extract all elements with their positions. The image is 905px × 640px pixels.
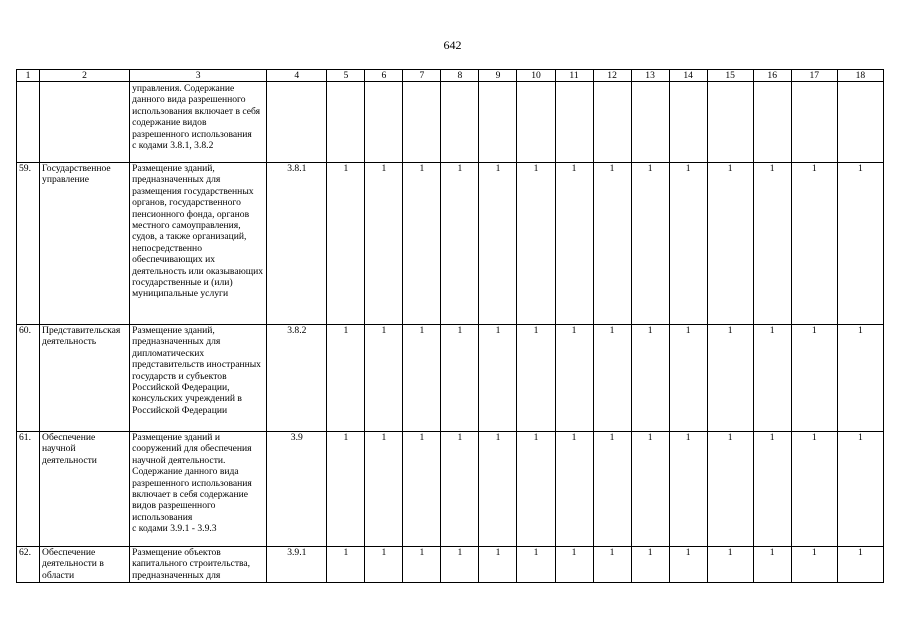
zone-flag-col-16: 1 — [753, 163, 791, 325]
page-number: 642 — [443, 38, 462, 52]
zone-flag-col-13: 1 — [631, 163, 669, 325]
zone-flag-col-18: 1 — [837, 163, 883, 325]
zone-flag-col-7 — [403, 82, 441, 163]
land-use-name — [40, 82, 130, 163]
zone-flag-col-10: 1 — [517, 163, 555, 325]
zone-flag-col-17: 1 — [791, 547, 837, 583]
zone-flag-col-7: 1 — [403, 432, 441, 547]
column-number-2: 2 — [40, 70, 130, 82]
land-use-name: Государственное управление — [40, 163, 130, 325]
land-use-description: Размещение зданий, предназначенных для дипломатических представительств иностранных государств и субъектов Российской Федерации, консульских учреждений в Российской Федерации — [130, 325, 267, 432]
column-number-14: 14 — [669, 70, 707, 82]
zone-flag-col-12: 1 — [593, 163, 631, 325]
zone-flag-col-7: 1 — [403, 325, 441, 432]
land-use-description: Размещение зданий, предназначенных для размещения государственных органов, государственного пенсионного фонда, органов местного самоуправления, судов, а также организаций, непосредственно обеспечивающих их деятельность или оказывающих государственные и (или) муниципальные услуги — [130, 163, 267, 325]
row-number: 62. — [17, 547, 40, 583]
zone-flag-col-15: 1 — [707, 325, 753, 432]
land-use-code: 3.8.1 — [267, 163, 327, 325]
column-number-17: 17 — [791, 70, 837, 82]
zone-flag-col-11 — [555, 82, 593, 163]
land-use-description: управления. Содержание данного вида разрешенного использования включает в себя содержание видов разрешенного использования с кодами 3.8.1, 3.8.2 — [130, 82, 267, 163]
zone-flag-col-10: 1 — [517, 547, 555, 583]
zone-flag-col-13: 1 — [631, 547, 669, 583]
column-number-10: 10 — [517, 70, 555, 82]
row-number: 59. — [17, 163, 40, 325]
column-number-9: 9 — [479, 70, 517, 82]
land-use-code: 3.8.2 — [267, 325, 327, 432]
zone-flag-col-9: 1 — [479, 432, 517, 547]
zone-flag-col-8: 1 — [441, 432, 479, 547]
zone-flag-col-6: 1 — [365, 163, 403, 325]
zone-flag-col-18: 1 — [837, 547, 883, 583]
zone-flag-col-6: 1 — [365, 432, 403, 547]
zone-flag-col-5 — [327, 82, 365, 163]
zone-flag-col-18: 1 — [837, 325, 883, 432]
table-row — [17, 432, 884, 547]
zone-flag-col-15: 1 — [707, 163, 753, 325]
land-use-code — [267, 82, 327, 163]
zone-flag-col-8 — [441, 82, 479, 163]
column-number-18: 18 — [837, 70, 883, 82]
zone-flag-col-12: 1 — [593, 432, 631, 547]
column-number-4: 4 — [267, 70, 327, 82]
zone-flag-col-16: 1 — [753, 432, 791, 547]
column-number-12: 12 — [593, 70, 631, 82]
zone-flag-col-7: 1 — [403, 547, 441, 583]
zone-flag-col-15: 1 — [707, 547, 753, 583]
zone-flag-col-18 — [837, 82, 883, 163]
zone-flag-col-5: 1 — [327, 432, 365, 547]
land-use-name: Представительская деятельность — [40, 325, 130, 432]
zone-flag-col-5: 1 — [327, 163, 365, 325]
zone-flag-col-6: 1 — [365, 547, 403, 583]
column-number-row — [17, 70, 884, 82]
column-number-8: 8 — [441, 70, 479, 82]
row-number: 60. — [17, 325, 40, 432]
land-use-description: Размещение объектов капитального строительства, предназначенных для — [130, 547, 267, 583]
land-use-description: Размещение зданий и сооружений для обеспечения научной деятельности. Содержание данного вида разрешенного использования включает в себя содержание видов разрешенного использования с кодами 3.9.1 - 3.9.3 — [130, 432, 267, 547]
zone-flag-col-10: 1 — [517, 432, 555, 547]
row-number: 61. — [17, 432, 40, 547]
zone-flag-col-7: 1 — [403, 163, 441, 325]
zone-flag-col-13: 1 — [631, 325, 669, 432]
zone-flag-col-11: 1 — [555, 547, 593, 583]
table-row — [17, 325, 884, 432]
zone-flag-col-9 — [479, 82, 517, 163]
land-use-table — [16, 69, 884, 583]
column-number-5: 5 — [327, 70, 365, 82]
table-body — [17, 70, 884, 583]
zone-flag-col-5: 1 — [327, 547, 365, 583]
zone-flag-col-14: 1 — [669, 432, 707, 547]
zone-flag-col-11: 1 — [555, 163, 593, 325]
zone-flag-col-8: 1 — [441, 163, 479, 325]
zone-flag-col-9: 1 — [479, 547, 517, 583]
zone-flag-col-15: 1 — [707, 432, 753, 547]
zone-flag-col-17: 1 — [791, 432, 837, 547]
zone-flag-col-12: 1 — [593, 547, 631, 583]
zone-flag-col-14: 1 — [669, 325, 707, 432]
zone-flag-col-18: 1 — [837, 432, 883, 547]
land-use-name: Обеспечение деятельности в области — [40, 547, 130, 583]
table-row — [17, 163, 884, 325]
column-number-16: 16 — [753, 70, 791, 82]
zone-flag-col-6 — [365, 82, 403, 163]
column-number-13: 13 — [631, 70, 669, 82]
zone-flag-col-11: 1 — [555, 325, 593, 432]
table-row — [17, 82, 884, 163]
zone-flag-col-11: 1 — [555, 432, 593, 547]
zone-flag-col-17: 1 — [791, 325, 837, 432]
zone-flag-col-13 — [631, 82, 669, 163]
column-number-3: 3 — [130, 70, 267, 82]
row-number — [17, 82, 40, 163]
zone-flag-col-10 — [517, 82, 555, 163]
zone-flag-col-12 — [593, 82, 631, 163]
zone-flag-col-8: 1 — [441, 547, 479, 583]
zone-flag-col-14: 1 — [669, 547, 707, 583]
zone-flag-col-10: 1 — [517, 325, 555, 432]
zone-flag-col-13: 1 — [631, 432, 669, 547]
column-number-6: 6 — [365, 70, 403, 82]
land-use-code: 3.9 — [267, 432, 327, 547]
zone-flag-col-12: 1 — [593, 325, 631, 432]
column-number-15: 15 — [707, 70, 753, 82]
column-number-7: 7 — [403, 70, 441, 82]
column-number-11: 11 — [555, 70, 593, 82]
zone-flag-col-17 — [791, 82, 837, 163]
zone-flag-col-15 — [707, 82, 753, 163]
zone-flag-col-16 — [753, 82, 791, 163]
zone-flag-col-14 — [669, 82, 707, 163]
zone-flag-col-16: 1 — [753, 547, 791, 583]
zone-flag-col-16: 1 — [753, 325, 791, 432]
zone-flag-col-5: 1 — [327, 325, 365, 432]
zone-flag-col-8: 1 — [441, 325, 479, 432]
zone-flag-col-17: 1 — [791, 163, 837, 325]
zone-flag-col-9: 1 — [479, 163, 517, 325]
table-row — [17, 547, 884, 583]
zone-flag-col-9: 1 — [479, 325, 517, 432]
land-use-name: Обеспечение научной деятельности — [40, 432, 130, 547]
zone-flag-col-14: 1 — [669, 163, 707, 325]
zone-flag-col-6: 1 — [365, 325, 403, 432]
land-use-code: 3.9.1 — [267, 547, 327, 583]
column-number-1: 1 — [17, 70, 40, 82]
